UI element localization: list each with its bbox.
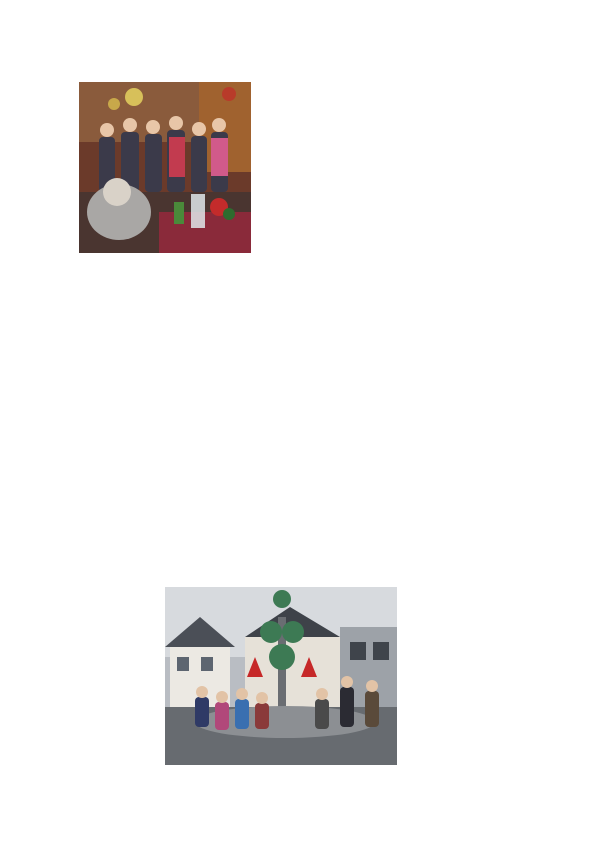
fountain-photo xyxy=(165,587,397,765)
children-singing-photo xyxy=(79,82,251,253)
